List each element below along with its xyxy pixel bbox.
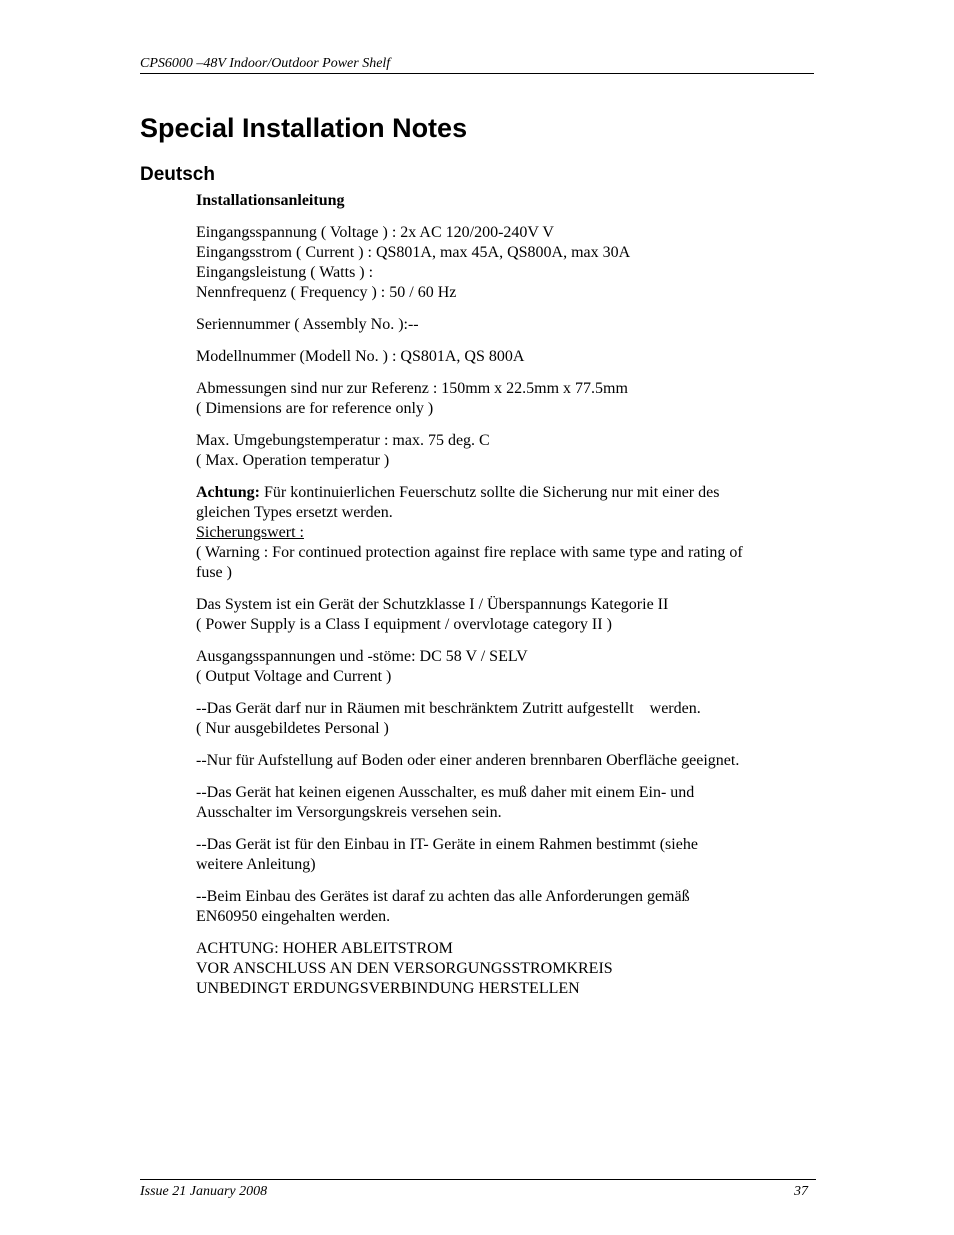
rack-mounting-paragraph <box>196 835 796 875</box>
protection-class-paragraph <box>196 595 796 635</box>
power-switch-paragraph <box>196 783 796 823</box>
power-switch-line-2: Ausschalter im Versorgungskreis versehen sein. <box>196 804 502 821</box>
electrical-ratings-paragraph <box>196 223 796 303</box>
frequency-line: Nennfrequenz ( Frequency ) : 50 / 60 Hz <box>196 284 457 301</box>
en60950-line-1: --Beim Einbau des Gerätes ist daraf zu achten das alle Anforderungen gemäß <box>196 888 690 905</box>
power-switch-line-1: --Das Gerät hat keinen eigenen Ausschalter, es muß daher mit einem Ein- und <box>196 784 695 801</box>
input-current-line: Eingangsstrom ( Current ) : QS801A, max 45A, QS800A, max 30A <box>196 244 631 261</box>
floor-mounting-paragraph <box>196 751 796 771</box>
restricted-access-line: --Das Gerät darf nur in Räumen mit beschränktem Zutritt aufgestellt werden. <box>196 700 701 717</box>
running-header: CPS6000 –48V Indoor/Outdoor Power Shelf <box>140 56 391 71</box>
section-heading-deutsch: Deutsch <box>140 164 215 185</box>
serial-number-line: Seriennummer ( Assembly No. ):-- <box>196 316 419 333</box>
fuse-warning-english-1: ( Warning : For continued protection against fire replace with same type and rating of <box>196 544 743 561</box>
output-voltage-line: Ausgangsspannungen und -stöme: DC 58 V / SELV <box>196 648 528 665</box>
leakage-current-warning-paragraph <box>196 939 796 999</box>
rack-mounting-line-2: weitere Anleitung) <box>196 856 316 873</box>
warning-label: Achtung: <box>196 484 261 501</box>
rack-mounting-line-1: --Das Gerät ist für den Einbau in IT- Geräte in einem Rahmen bestimmt (siehe <box>196 836 698 853</box>
input-voltage-line: Eingangsspannung ( Voltage ) : 2x AC 120/200-240V V <box>196 224 554 241</box>
installation-subheading: Installationsanleitung <box>196 192 345 209</box>
temperature-line: Max. Umgebungstemperatur : max. 75 deg. C <box>196 432 490 449</box>
footer-rule <box>140 1179 816 1180</box>
model-number-line: Modellnummer (Modell No. ) : QS801A, QS 800A <box>196 348 525 365</box>
en60950-paragraph <box>196 887 796 927</box>
fuse-warning-paragraph <box>196 483 796 583</box>
serial-number-paragraph <box>196 315 796 335</box>
temperature-paragraph <box>196 431 796 471</box>
leakage-warning-line-3: UNBEDINGT ERDUNGSVERBINDUNG HERSTELLEN <box>196 980 580 997</box>
output-voltage-paragraph <box>196 647 796 687</box>
en60950-line-2: EN60950 eingehalten werden. <box>196 908 391 925</box>
fuse-warning-english-2: fuse ) <box>196 564 232 581</box>
temperature-note-line: ( Max. Operation temperatur ) <box>196 452 390 469</box>
fuse-warning-line-1 <box>196 483 796 503</box>
floor-mounting-line: --Nur für Aufstellung auf Boden oder einer anderen brennbaren Oberfläche geeignet. <box>196 752 740 769</box>
fuse-rating-label: Sicherungswert : <box>196 524 304 541</box>
restricted-access-note-line: ( Nur ausgebildetes Personal ) <box>196 720 389 737</box>
protection-class-line: Das System ist ein Gerät der Schutzklasse I / Überspannungs Kategorie II <box>196 596 669 613</box>
restricted-access-paragraph <box>196 699 796 739</box>
page-title: Special Installation Notes <box>140 113 468 143</box>
model-number-paragraph <box>196 347 796 367</box>
dimensions-paragraph <box>196 379 796 419</box>
header-rule <box>140 73 814 74</box>
protection-class-note-line: ( Power Supply is a Class I equipment / overvlotage category II ) <box>196 616 612 633</box>
footer-page-number: 37 <box>794 1184 808 1199</box>
footer-issue-date: Issue 21 January 2008 <box>140 1184 268 1199</box>
output-voltage-note-line: ( Output Voltage and Current ) <box>196 668 392 685</box>
warning-text-1: Für kontinuierlichen Feuerschutz sollte die Sicherung nur mit einer des <box>260 484 720 501</box>
installation-notes-body <box>196 191 796 1011</box>
fuse-rating-line <box>196 523 796 543</box>
dimensions-line: Abmessungen sind nur zur Referenz : 150mm x 22.5mm x 77.5mm <box>196 380 628 397</box>
input-power-line: Eingangsleistung ( Watts ) : <box>196 264 374 281</box>
leakage-warning-line-2: VOR ANSCHLUSS AN DEN VERSORGUNGSSTROMKREIS <box>196 960 613 977</box>
dimensions-note-line: ( Dimensions are for reference only ) <box>196 400 434 417</box>
fuse-warning-line-2: gleichen Types ersetzt werden. <box>196 504 393 521</box>
leakage-warning-line-1: ACHTUNG: HOHER ABLEITSTROM <box>196 940 453 957</box>
